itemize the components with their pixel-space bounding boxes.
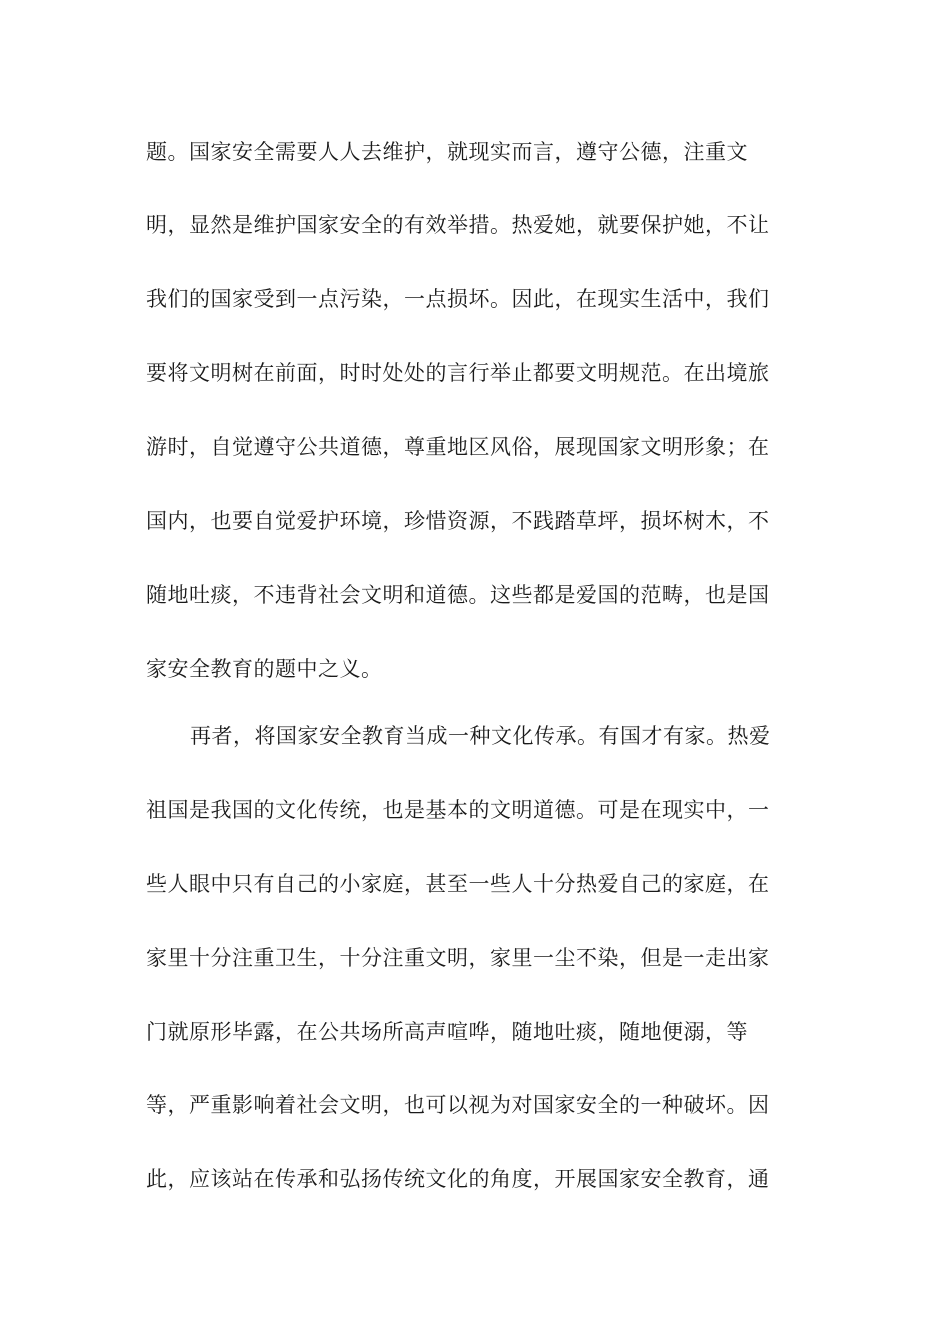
- text-line: 我们的国家受到一点污染，一点损坏。因此，在现实生活中，我们: [146, 287, 770, 311]
- text-line: 题。国家安全需要人人去维护，就现实而言，遵守公德，注重文: [146, 140, 748, 164]
- text-line: 祖国是我国的文化传统，也是基本的文明道德。可是在现实中，一: [146, 798, 770, 822]
- text-line: 等，严重影响着社会文明，也可以视为对国家安全的一种破坏。因: [146, 1093, 770, 1117]
- text-line: 家安全教育的题中之义。: [146, 657, 383, 681]
- text-line: 此，应该站在传承和弘扬传统文化的角度，开展国家安全教育，通: [146, 1167, 770, 1191]
- text-line: 家里十分注重卫生，十分注重文明，家里一尘不染，但是一走出家: [146, 946, 770, 970]
- text-line: 随地吐痰，不违背社会文明和道德。这些都是爱国的范畴，也是国: [146, 583, 770, 607]
- paragraph-first-line: 再者，将国家安全教育当成一种文化传承。有国才有家。热爱: [190, 724, 771, 748]
- text-line: 门就原形毕露，在公共场所高声喧哗，随地吐痰，随地便溺，等: [146, 1020, 748, 1044]
- text-line: 游时，自觉遵守公共道德，尊重地区风俗，展现国家文明形象；在: [146, 435, 770, 459]
- text-line: 要将文明树在前面，时时处处的言行举止都要文明规范。在出境旅: [146, 361, 770, 385]
- text-line: 些人眼中只有自己的小家庭，甚至一些人十分热爱自己的家庭，在: [146, 872, 770, 896]
- text-line: 明，显然是维护国家安全的有效举措。热爱她，就要保护她，不让: [146, 213, 770, 237]
- text-line: 国内，也要自觉爱护环境，珍惜资源，不践踏草坪，损坏树木，不: [146, 509, 770, 533]
